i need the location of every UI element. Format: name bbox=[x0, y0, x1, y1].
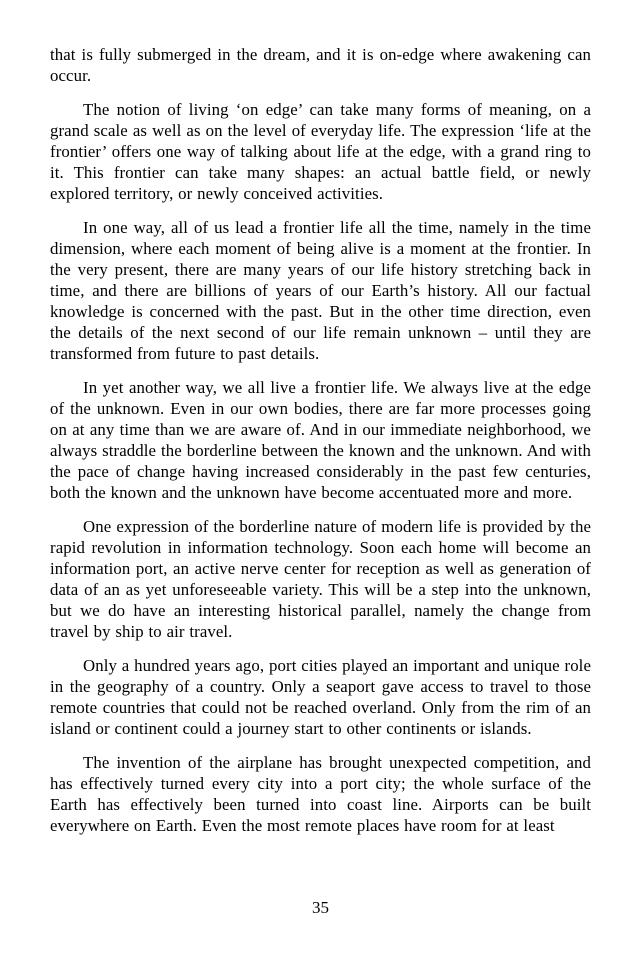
paragraph: The notion of living ‘on edge’ can take many forms of meaning, on a grand scale as well as on the level of everyday life. The expression ‘life at the frontier’ offers one way of talking about life at the edge, with a grand ring to it. This frontier can take many shapes: an actual battle field, or newly explored territory, or newly conceived activities. bbox=[50, 100, 591, 203]
paragraph: The invention of the airplane has brought unexpected competition, and has effectively turned every city into a port city; the whole surface of the Earth has effectively been turned into coast line. Airports can be built everywhere on Earth. Even the most remote places have room for at least bbox=[50, 753, 591, 835]
paragraph: that is fully submerged in the dream, and it is on-edge where awakening can occur. bbox=[50, 45, 591, 85]
paragraph: In yet another way, we all live a frontier life. We always live at the edge of the unknown. Even in our own bodies, there are far more processes going on at any time than we are aware of. And in our immediate neighborhood, we always straddle the borderline between the known and the unknown. And with the pace of change having increased considerably in the past few centuries, both the known and the unknown have become accentuated more and more. bbox=[50, 378, 591, 502]
page-number: 35 bbox=[312, 898, 329, 917]
paragraph: One expression of the borderline nature of modern life is provided by the rapid revolution in information technology. Soon each home will become an information port, an active nerve center for reception as well as generation of data of an as yet unforeseeable variety. This will be a step into the unknown, but we do have an interesting historical parallel, namely the change from travel by ship to air travel. bbox=[50, 517, 591, 641]
page-body bbox=[50, 44, 591, 849]
paragraph: Only a hundred years ago, port cities played an important and unique role in the geography of a country. Only a seaport gave access to travel to those remote countries that could not be reached overland. Only from the rim of an island or continent could a journey start to other continents or islands. bbox=[50, 656, 591, 738]
paragraph: In one way, all of us lead a frontier life all the time, namely in the time dimension, where each moment of being alive is a moment at the frontier. In the very present, there are many years of our life history stretching back in time, and there are billions of years of our Earth’s history. All our factual knowledge is concerned with the past. But in the other time direction, even the details of the next second of our life remain unknown – until they are transformed from future to past details. bbox=[50, 218, 591, 363]
